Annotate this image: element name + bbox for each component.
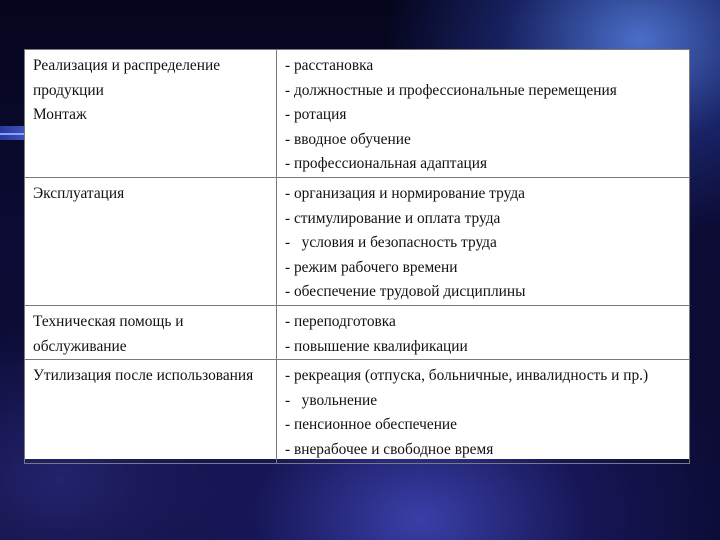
table-cell-right [277, 177, 690, 305]
list-item: - пенсионное обеспечение [285, 416, 458, 434]
cell-text [33, 54, 243, 103]
slide-table-container [24, 49, 690, 459]
table-cell-left [25, 305, 277, 359]
list-item: - должностные и профессиональные перемещения [285, 81, 617, 99]
table-cell-right [277, 360, 690, 463]
list-item: - ротация [285, 106, 347, 124]
list-item: - повышение квалификации [285, 337, 468, 355]
table-cell-left [25, 360, 277, 463]
table-cell-left [25, 177, 277, 305]
table-row [25, 177, 690, 305]
list-item: - стимулирование и оплата труда [285, 209, 501, 227]
list-item: - условия и безопасность труда [285, 234, 497, 252]
cell-text-line: Эксплуатация [33, 184, 125, 202]
list-item: - режим рабочего времени [285, 258, 458, 276]
list-item: - организация и нормирование труда [285, 184, 525, 202]
list-item: - внерабочее и свободное время [285, 440, 494, 458]
list-item: - рекреация (отпуска, больничные, инвалидность и пр.) [285, 367, 649, 385]
table-row [25, 305, 690, 359]
cell-text-line [33, 103, 270, 128]
table-cell-right [277, 50, 690, 178]
list-item: - вводное обучение [285, 130, 411, 148]
content-table [24, 49, 690, 464]
table-cell-left [25, 50, 277, 178]
table-cell-right [277, 305, 690, 359]
list-item: - обеспечение трудовой дисциплины [285, 283, 526, 301]
cell-text-line: Монтаж [33, 106, 87, 124]
list-item: - переподготовка [285, 312, 396, 330]
cell-text: Техническая помощь и обслуживание [33, 312, 184, 355]
list-item: - увольнение [285, 391, 378, 409]
cell-text-line: Реализация и распределение продукции [33, 57, 221, 99]
list-item: - профессиональная адаптация [285, 155, 488, 173]
table-row [25, 360, 690, 463]
cell-text-line: Утилизация после использования [33, 367, 254, 385]
list-item: - расстановка [285, 57, 374, 74]
table-row [25, 50, 690, 178]
